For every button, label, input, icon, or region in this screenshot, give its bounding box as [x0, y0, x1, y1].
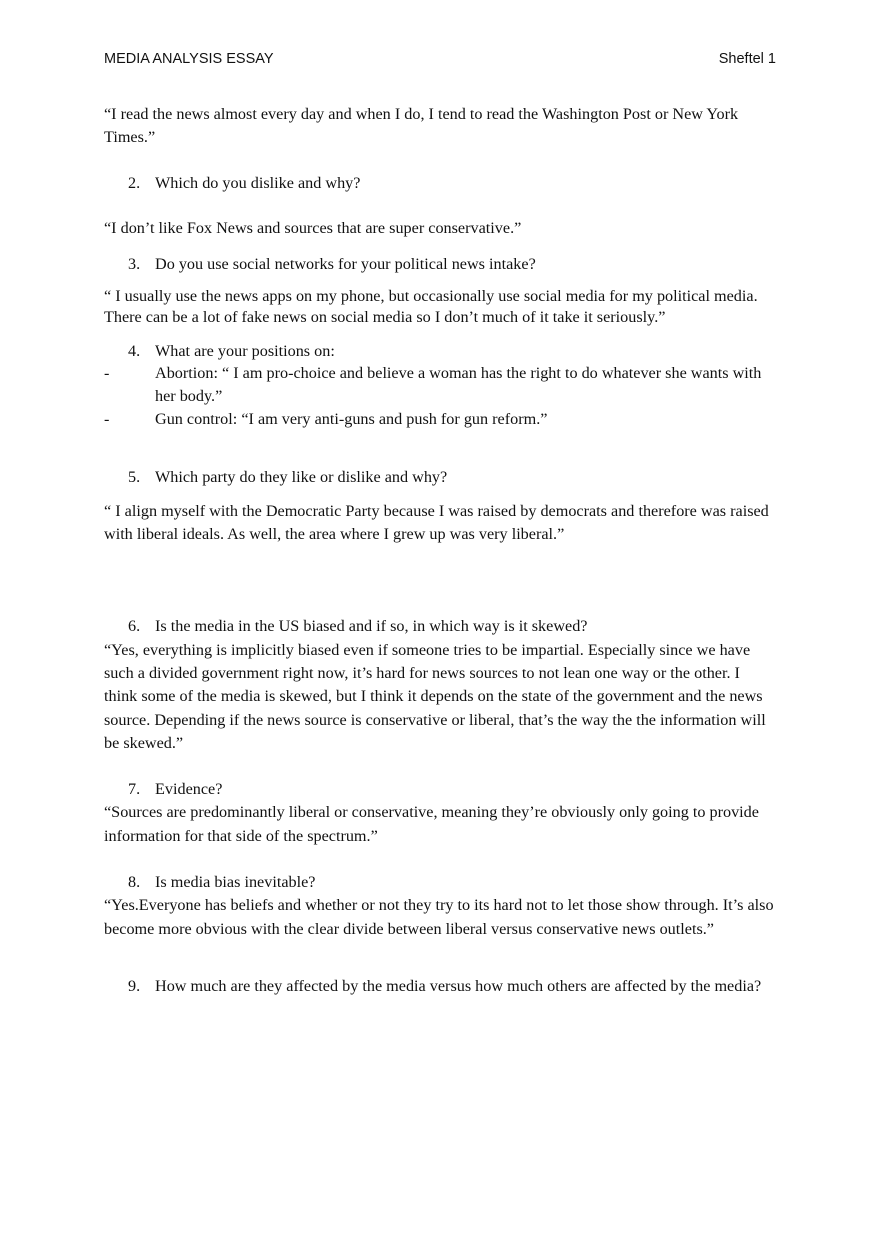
- question-number: 3.: [128, 255, 141, 274]
- bullet-dash: -: [104, 364, 110, 383]
- question-text: Which party do they like or dislike and why?: [155, 468, 448, 487]
- question-9: [104, 975, 776, 997]
- question-number: 8.: [128, 873, 141, 892]
- bullet-abortion: [104, 362, 776, 408]
- question-text: Is the media in the US biased and if so, in which way is it skewed?: [155, 617, 588, 636]
- question-number: 6.: [128, 617, 141, 636]
- question-number: 7.: [128, 780, 141, 799]
- document-body: [104, 103, 776, 997]
- question-number: 9.: [128, 976, 141, 995]
- question-text: Is media bias inevitable?: [155, 873, 316, 892]
- bullet-text: Gun control: “I am very anti-guns and push for gun reform.”: [155, 410, 548, 429]
- question-8: [104, 871, 776, 894]
- answer-7: “Sources are predominantly liberal or conservative, meaning they’re obviously only going to provide information for that side of the spectrum.”: [104, 803, 759, 845]
- answer-3: “ I usually use the news apps on my phone, but occasionally use social media for my political media. There can be a lot of fake news on social media so I don’t much of it take it seriously.”: [104, 287, 758, 327]
- question-text: How much are they affected by the media versus how much others are affected by the media?: [155, 976, 762, 995]
- question-text: Do you use social networks for your political news intake?: [155, 255, 536, 274]
- bullet-text: Abortion: “ I am pro-choice and believe a woman has the right to do whatever she wants with her body.”: [155, 364, 762, 406]
- question-2: [104, 172, 776, 195]
- question-number: 4.: [128, 342, 141, 361]
- page-number-label: Sheftel 1: [718, 51, 776, 67]
- answer-6: “Yes, everything is implicitly biased even if someone tries to be impartial. Especially since we have such a divided government right now, it’s hard for news sources to not lean one way or the other. I think some of the media is skewed, but I think it depends on the state of the government and the news source. Depending if the news source is conservative or liberal, that’s the way the the information will be skewed.”: [104, 640, 766, 752]
- question-number: 2.: [128, 173, 141, 192]
- question-5: [104, 466, 776, 489]
- answer-1: “I read the news almost every day and when I do, I tend to read the Washington Post or New York Times.”: [104, 105, 739, 147]
- bullet-gun-control: [104, 408, 776, 431]
- question-text: Evidence?: [155, 780, 223, 799]
- answer-8: “Yes.Everyone has beliefs and whether or not they try to its hard not to let those show through. It’s also become more obvious with the clear divide between liberal versus conservative news outlets.”: [104, 896, 774, 938]
- question-number: 5.: [128, 468, 141, 487]
- question-6: [104, 615, 776, 638]
- answer-2: “I don’t like Fox News and sources that are super conservative.”: [104, 218, 522, 237]
- question-text: What are your positions on:: [155, 342, 335, 361]
- question-3: [104, 253, 776, 276]
- answer-5: “ I align myself with the Democratic Party because I was raised by democrats and therefore was raised with liberal ideals. As well, the area where I grew up was very liberal.”: [104, 501, 769, 544]
- question-7: [104, 778, 776, 801]
- page-header: [104, 51, 776, 71]
- running-head-title: MEDIA ANALYSIS ESSAY: [104, 51, 274, 67]
- bullet-dash: -: [104, 410, 110, 429]
- question-text: Which do you dislike and why?: [155, 173, 361, 192]
- question-4: [104, 340, 776, 362]
